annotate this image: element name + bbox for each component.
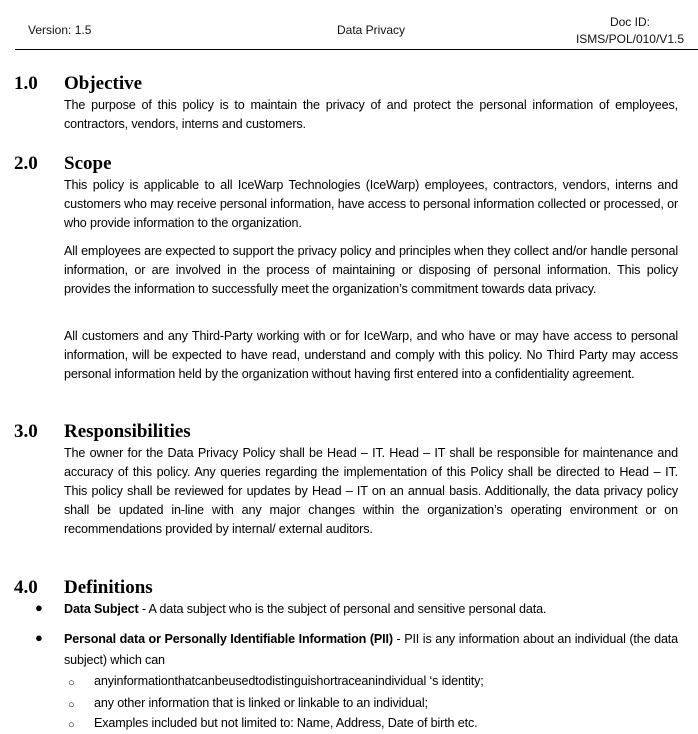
- page-header: [15, 0, 698, 50]
- section-title: Scope: [64, 153, 112, 174]
- doc-id-block: [576, 14, 684, 48]
- doc-id-value: ISMS/POL/010/V1.5: [575, 32, 684, 46]
- document-title: Data Privacy: [337, 23, 406, 37]
- definition-term: Personal data or Personally Identifiable Information (PII): [64, 632, 393, 646]
- definition-text: - PII is any information about an individual (the data subject) which can: [64, 632, 679, 667]
- section-number: 1.0: [14, 73, 38, 94]
- scope-paragraph-2: All employees are expected to support the privacy policy and principles when they collect and/or handle personal information, or are involved in the process of maintaining or disposing of personal information. This policy provides the information to successfully meet the organization’s commitment towards data privacy.: [64, 244, 678, 296]
- pii-sub-item-3: Examples included but not limited to: Name, Address, Date of birth etc.: [94, 716, 478, 730]
- section-title: Definitions: [64, 577, 153, 598]
- section-title: Responsibilities: [64, 421, 191, 442]
- definition-pii: [64, 629, 678, 671]
- section-number: 3.0: [14, 421, 38, 442]
- scope-paragraph-1: This policy is applicable to all IceWarp Technologies (IceWarp) employees, contractors, vendors, interns and customers who may receive personal information, have access to personal information collected or processed, or who provide information to the organization.: [64, 178, 678, 230]
- section-title: Objective: [64, 73, 143, 94]
- pii-sub-item-2: any other information that is linked or linkable to an individual;: [94, 696, 428, 710]
- section-number: 4.0: [14, 577, 38, 598]
- section-number: 2.0: [14, 153, 38, 174]
- pii-sub-item-1: anyinformationthatcanbeusedtodistinguishortraceanindividual ‘s identity;: [94, 674, 484, 688]
- responsibilities-paragraph: The owner for the Data Privacy Policy shall be Head – IT. Head – IT shall be responsible for maintenance and accuracy of this policy. Any queries regarding the implementation of this Policy shall be directed to Head – IT. This policy shall be reviewed for updates by Head – IT on an annual basis. Additionally, the data privacy policy shall be updated in-line with any major changes within the organization’s operating environment or on recommendations provided by internal/ external auditors.: [64, 446, 678, 536]
- bullet-icon: ●: [35, 630, 43, 645]
- bullet-icon: ●: [35, 600, 43, 615]
- sub-bullet-icon: ○: [68, 677, 75, 689]
- definition-data-subject: [64, 599, 678, 620]
- objective-paragraph: The purpose of this policy is to maintain the privacy of and protect the personal information of employees, contractors, vendors, interns and customers.: [64, 98, 678, 131]
- doc-id-label: Doc ID:: [609, 15, 650, 29]
- sub-bullet-icon: ○: [68, 699, 75, 711]
- scope-paragraph-3: All customers and any Third-Party working with or for IceWarp, and who have or may have access to personal information, will be expected to have read, understand and comply with this policy. No Third Party may access personal information held by the organization without having first entered into a confidentiality agreement.: [64, 329, 678, 381]
- version-label: Version: 1.5: [28, 23, 92, 37]
- sub-bullet-icon: ○: [68, 719, 75, 731]
- definition-term: Data Subject: [64, 602, 139, 616]
- definition-text: - A data subject who is the subject of personal and sensitive personal data.: [138, 602, 547, 616]
